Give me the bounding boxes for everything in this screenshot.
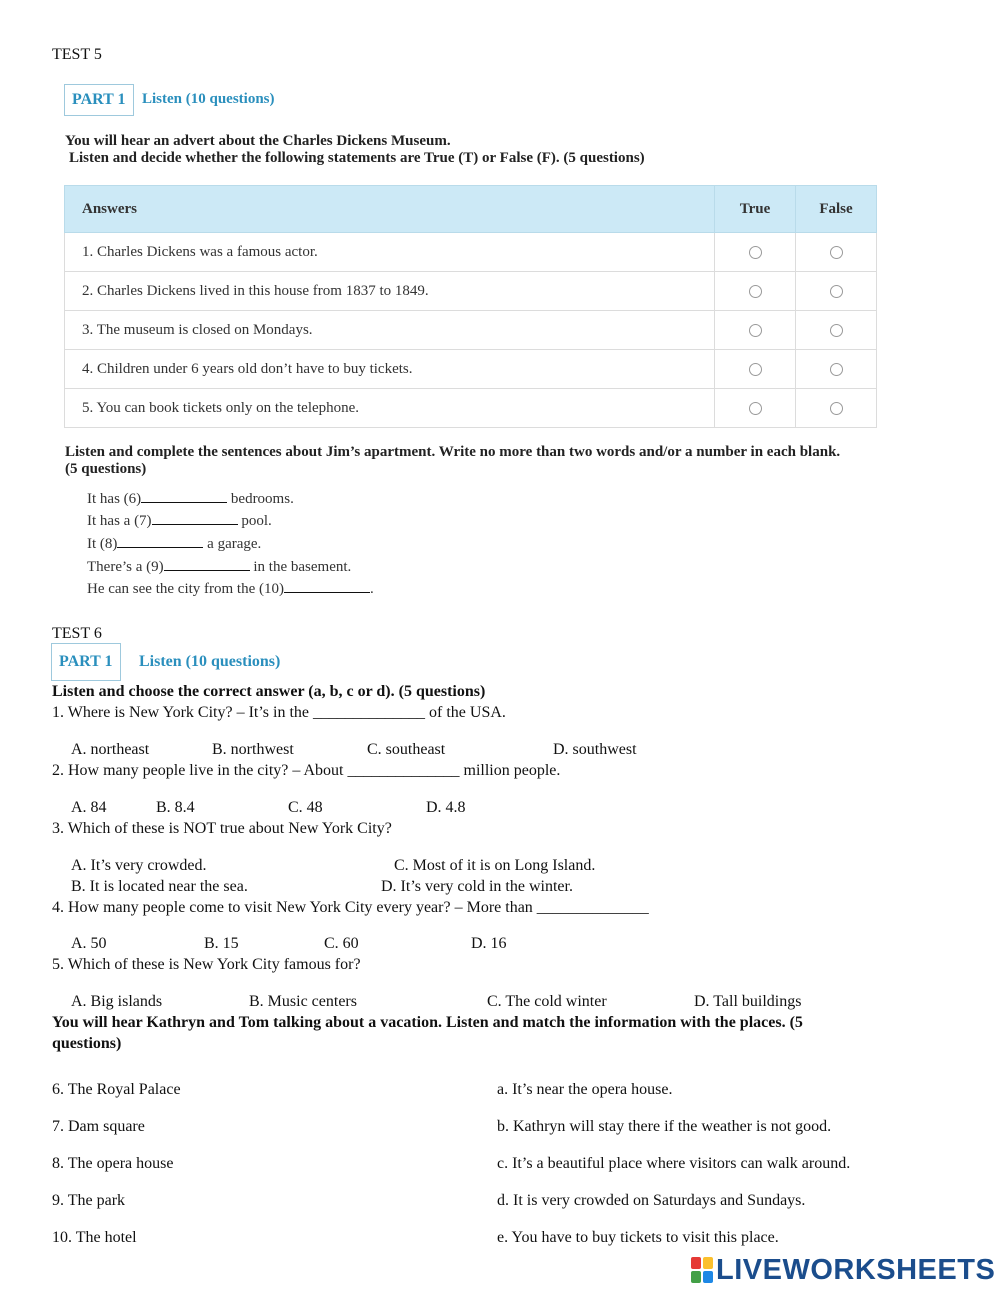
question-1: 1. Where is New York City? – It’s in the ______________ of the USA. [52,704,506,721]
blank-10[interactable] [284,592,370,593]
radio-false-4[interactable] [830,363,843,376]
test5-title: TEST 5 [52,46,102,63]
q1-option-a[interactable]: A. northeast [71,741,150,758]
table-row [65,389,877,428]
q4-option-a[interactable]: A. 50 [71,935,107,952]
q4-option-b[interactable]: B. 15 [204,935,239,952]
fill-sentence-7 [87,511,272,531]
test6-part-subtitle: Listen (10 questions) [139,653,281,670]
fill-6-after: bedrooms. [227,491,294,507]
question-2: 2. How many people live in the city? – About ______________ million people. [52,762,561,779]
radio-true-4[interactable] [749,363,762,376]
match-intro-line2: questions) [52,1035,122,1052]
q3-option-b[interactable]: B. It is located near the sea. [71,878,248,895]
statement-3: 3. The museum is closed on Mondays. [65,311,715,350]
header-false: False [796,186,877,233]
statement-1: 1. Charles Dickens was a famous actor. [65,233,715,272]
info-a[interactable]: a. It’s near the opera house. [497,1081,673,1098]
blank-8[interactable] [117,547,203,548]
radio-true-2[interactable] [749,285,762,298]
question-4: 4. How many people come to visit New York City every year? – More than ______________ [52,899,649,916]
q5-option-a[interactable]: A. Big islands [71,993,163,1010]
info-c[interactable]: c. It’s a beautiful place where visitors can walk around. [497,1155,851,1172]
fill-8-before: It (8) [87,536,118,552]
q2-option-d[interactable]: D. 4.8 [426,799,466,816]
fill-7-before: It has a (7) [87,513,152,529]
fill-sentence-10 [87,579,374,599]
fill-sentence-6 [87,489,294,509]
q5-option-c[interactable]: C. The cold winter [487,993,607,1010]
q1-option-d[interactable]: D. southwest [553,741,637,758]
place-8[interactable]: 8. The opera house [52,1155,174,1172]
blank-9[interactable] [164,570,250,571]
true-false-table [64,185,877,428]
header-true: True [715,186,796,233]
radio-true-3[interactable] [749,324,762,337]
fill-6-before: It has (6) [87,491,142,507]
table-row [65,272,877,311]
fill-10-after: . [370,581,374,597]
place-6[interactable]: 6. The Royal Palace [52,1081,181,1098]
q1-option-b[interactable]: B. northwest [212,741,294,758]
test5-part-label: PART 1 [64,84,134,116]
table-row [65,233,877,272]
fill-10-before: He can see the city from the (10) [87,581,284,597]
table-header-row [65,186,877,233]
q3-option-d[interactable]: D. It’s very cold in the winter. [381,878,573,895]
question-5: 5. Which of these is New York City famous for? [52,956,361,973]
fill-sentence-8 [87,534,261,554]
fill-9-before: There’s a (9) [87,559,164,575]
radio-false-5[interactable] [830,402,843,415]
radio-false-1[interactable] [830,246,843,259]
radio-true-1[interactable] [749,246,762,259]
place-10[interactable]: 10. The hotel [52,1229,137,1246]
radio-false-3[interactable] [830,324,843,337]
info-b[interactable]: b. Kathryn will stay there if the weather is not good. [497,1118,832,1135]
fill-7-after: pool. [237,513,272,529]
radio-true-5[interactable] [749,402,762,415]
liveworksheets-logo-text: LIVEWORKSHEETS [716,1253,996,1286]
test6-title: TEST 6 [52,625,102,642]
blank-6[interactable] [141,502,227,503]
q4-option-d[interactable]: D. 16 [471,935,507,952]
place-9[interactable]: 9. The park [52,1192,126,1209]
test5-part-subtitle: Listen (10 questions) [142,91,275,107]
q4-option-c[interactable]: C. 60 [324,935,359,952]
test6-intro: Listen and choose the correct answer (a, b, c or d). (5 questions) [52,683,486,700]
liveworksheets-logo[interactable] [691,1254,995,1286]
q3-option-a[interactable]: A. It’s very crowded. [71,857,207,874]
q1-option-c[interactable]: C. southeast [367,741,446,758]
test5-fill-intro-line1: Listen and complete the sentences about Jim’s apartment. Write no more than two words and/or a number in each blank. [65,444,841,460]
info-d[interactable]: d. It is very crowded on Saturdays and Sundays. [497,1192,806,1209]
table-row [65,350,877,389]
q3-option-c[interactable]: C. Most of it is on Long Island. [394,857,596,874]
info-e[interactable]: e. You have to buy tickets to visit this place. [497,1229,779,1246]
q5-option-d[interactable]: D. Tall buildings [694,993,802,1010]
test5-intro-line1: You will hear an advert about the Charles Dickens Museum. [65,133,451,149]
test5-intro-line2: Listen and decide whether the following statements are True (T) or False (F). (5 questions) [69,150,645,166]
test6-part-label: PART 1 [51,643,121,681]
q2-option-a[interactable]: A. 84 [71,799,107,816]
blank-7[interactable] [152,524,238,525]
fill-8-after: a garage. [203,536,262,552]
match-intro-line1: You will hear Kathryn and Tom talking about a vacation. Listen and match the information with the places. (5 [52,1014,803,1031]
q5-option-b[interactable]: B. Music centers [249,993,357,1010]
test5-fill-intro-line2: (5 questions) [65,461,147,477]
question-3: 3. Which of these is NOT true about New York City? [52,820,392,837]
liveworksheets-logo-icon [691,1257,713,1283]
fill-sentence-9 [87,557,351,577]
place-7[interactable]: 7. Dam square [52,1118,145,1135]
statement-4: 4. Children under 6 years old don’t have to buy tickets. [65,350,715,389]
fill-9-after: in the basement. [249,559,352,575]
radio-false-2[interactable] [830,285,843,298]
statement-5: 5. You can book tickets only on the telephone. [65,389,715,428]
q2-option-c[interactable]: C. 48 [288,799,323,816]
q2-option-b[interactable]: B. 8.4 [156,799,195,816]
table-row [65,311,877,350]
statement-2: 2. Charles Dickens lived in this house from 1837 to 1849. [65,272,715,311]
header-answers: Answers [65,186,715,233]
